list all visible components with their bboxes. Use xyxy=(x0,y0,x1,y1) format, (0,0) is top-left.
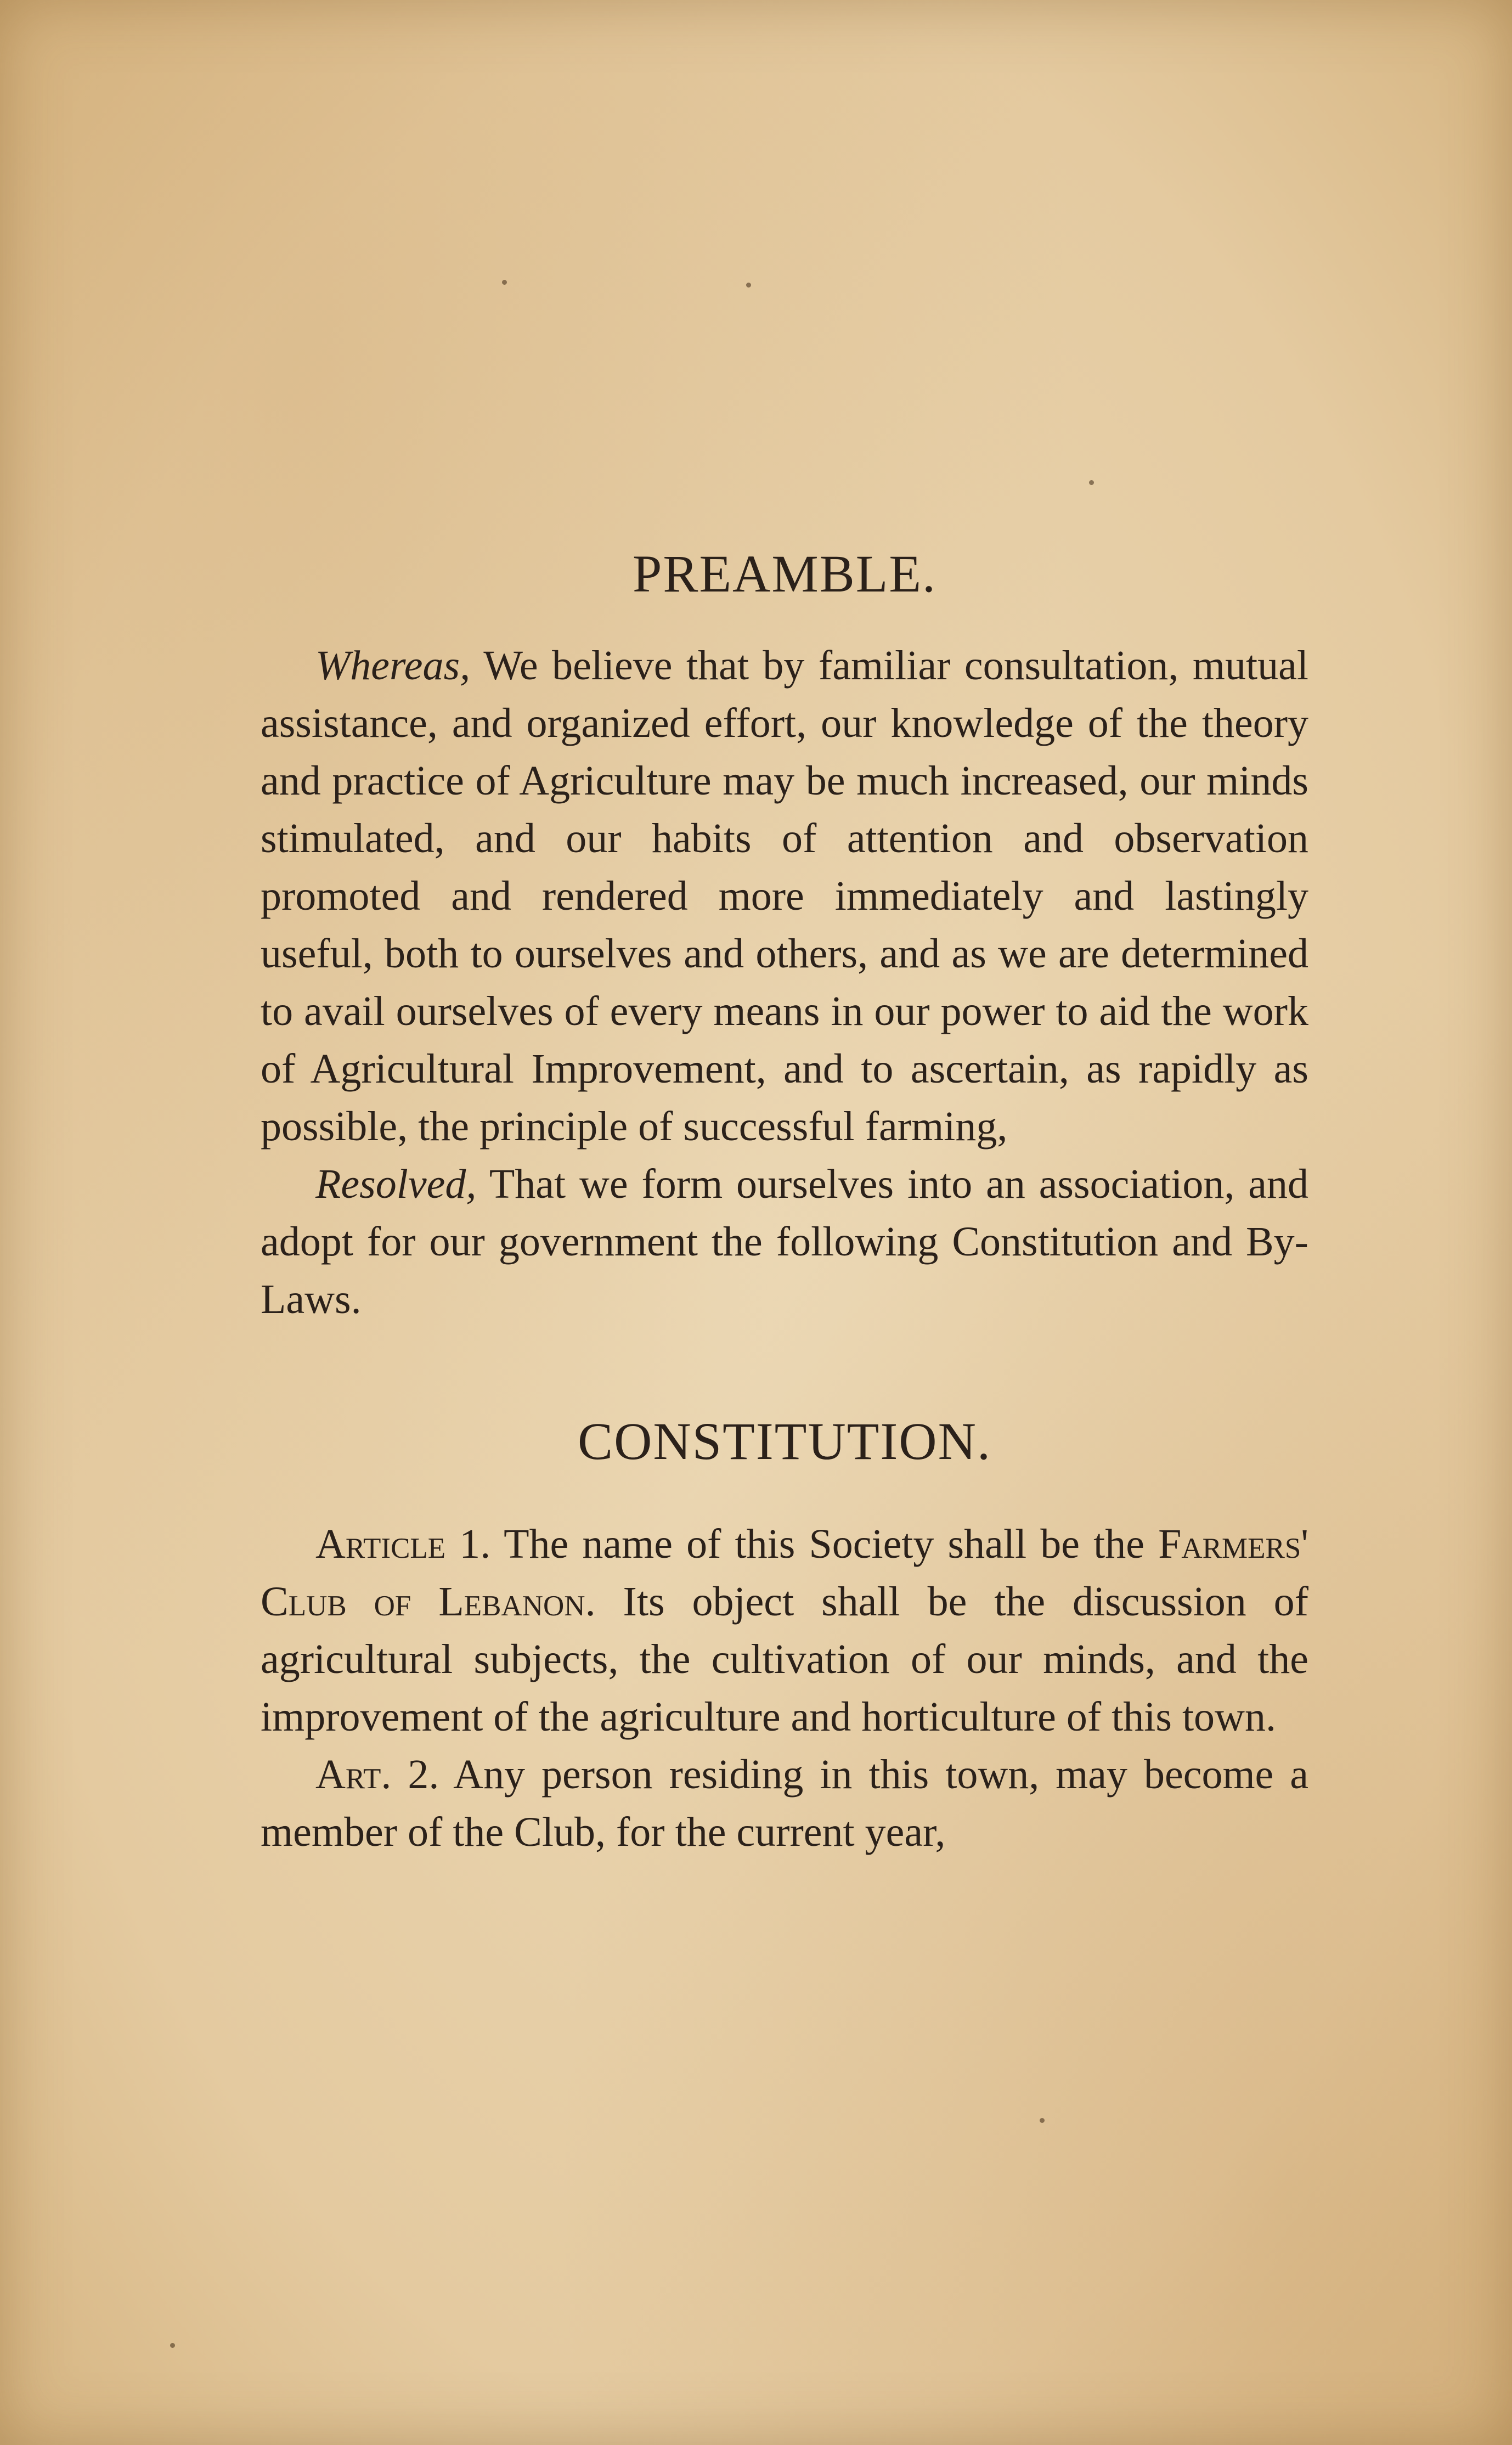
resolved-body: That we form ourselves into an association, and adopt for our government the following Constitution and By-Laws. xyxy=(261,1161,1308,1322)
constitution-heading: CONSTITUTION. xyxy=(578,1412,991,1471)
preamble-paragraph xyxy=(261,637,1308,1156)
preamble-body: We believe that by familiar consultation, mutual assistance, and organized effort, our knowledge of the theory and practice of Agriculture may be much increased, our minds stimulated, and our habits of attention and observation promoted and rendered more immediately and lastingly useful, both to ourselves and others, and as we are determined to avail ourselves of every means in our power to aid the work of Agricultural Improvement, and to ascertain, as rapidly as possible, the principle of successful farming, xyxy=(261,643,1308,1150)
article-1 xyxy=(261,1516,1308,1746)
paper-speck xyxy=(746,283,751,288)
article-2-text: Any person residing in this town, may become a member of the Club, for the current year, xyxy=(261,1751,1308,1855)
article-2 xyxy=(261,1746,1308,1861)
preamble-heading: PREAMBLE. xyxy=(632,544,937,603)
paper-speck xyxy=(1089,480,1094,485)
paper-speck xyxy=(502,280,507,285)
club-name: Farmers' Club of Lebanon. xyxy=(261,1521,1308,1625)
article-2-label: Art. 2. xyxy=(315,1751,439,1798)
article-1-text-b: Its object shall be the discussion of agricultural subjects, the cultivation of our minds, and the improvement of the agriculture and horticulture of this town. xyxy=(261,1579,1308,1740)
article-1-text-a: The name of this Society shall be the xyxy=(490,1521,1159,1567)
article-1-label: Article 1. xyxy=(315,1521,491,1567)
paper-speck xyxy=(1040,2118,1045,2123)
paper-speck xyxy=(170,2343,175,2348)
resolved-paragraph xyxy=(261,1156,1308,1328)
resolved-lead: Resolved, xyxy=(315,1161,477,1207)
page-text xyxy=(261,521,1308,1861)
whereas-lead: Whereas, xyxy=(315,643,471,689)
